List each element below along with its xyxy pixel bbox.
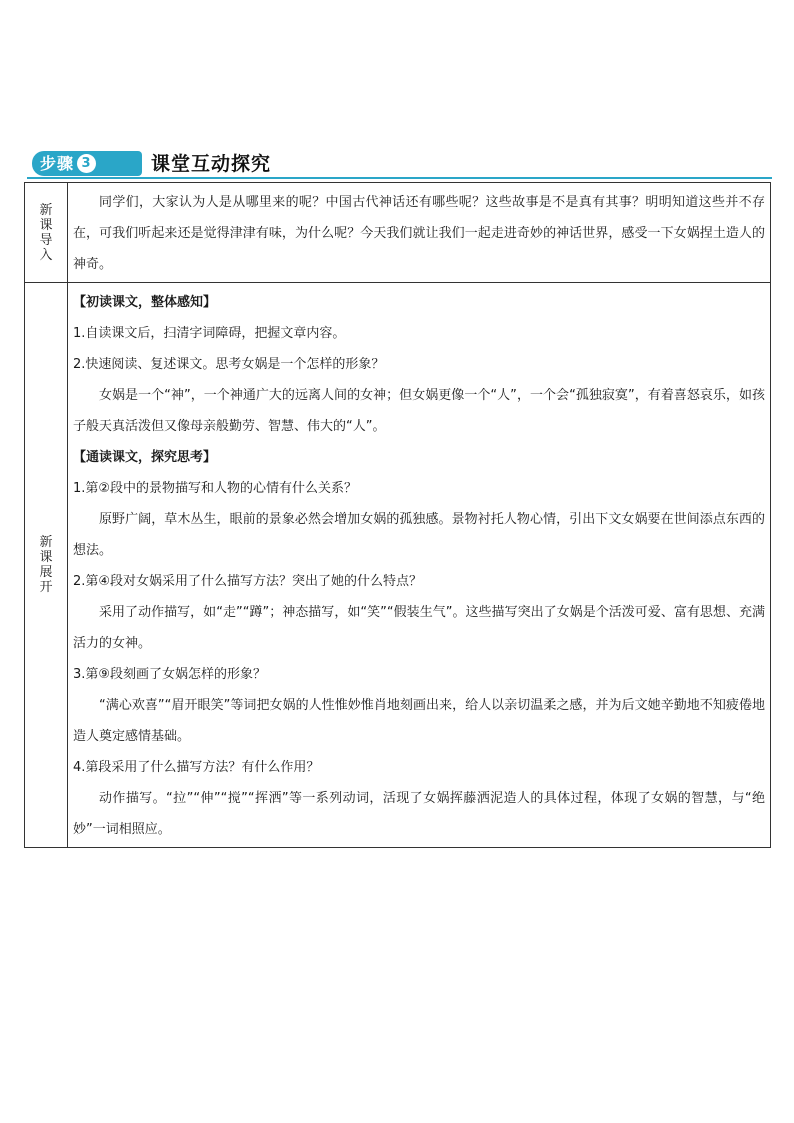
answer-item: 原野广阔，草木丛生，眼前的景象必然会增加女娲的孤独感。景物衬托人物心情，引出下文女娲要在世间添点东西的想法。 [73, 512, 765, 558]
question-item: 2.第④段对女娲采用了什么描写方法？突出了她的什么特点？ [73, 574, 423, 589]
section-content-development [68, 283, 771, 848]
question-item: 4.第段采用了什么描写方法？有什么作用？ [73, 760, 320, 775]
step-badge-label: 步骤 [40, 154, 75, 173]
section-row-development [25, 283, 771, 848]
step-divider [27, 177, 772, 179]
question-item: 1.自读课文后，扫清字词障碍，把握文章内容。 [73, 326, 346, 341]
section-label-development: 新课展开 [39, 535, 53, 595]
subheading-first-reading: 【初读课文，整体感知】 [73, 295, 217, 310]
answer-item: 采用了动作描写，如“走”“蹲”；神态描写，如“笑”“假装生气”。这些描写突出了女娲是个活泼可爱、富有思想、充满活力的女神。 [73, 605, 765, 651]
question-item: 2.快速阅读、复述课文。思考女娲是一个怎样的形象？ [73, 357, 385, 372]
answer-item: 动作描写。“拉”“伸”“搅”“挥洒”等一系列动词，活现了女娲挥藤洒泥造人的具体过程，体现了女娲的智慧，与“绝妙”一词相照应。 [73, 791, 765, 837]
lesson-table [24, 182, 771, 848]
step-badge [32, 151, 142, 176]
section-label-cell [25, 183, 68, 283]
section-label-intro: 新课导入 [39, 202, 53, 263]
section-label-cell [25, 283, 68, 848]
question-item: 3.第⑨段刻画了女娲怎样的形象？ [73, 667, 267, 682]
step-title: 课堂互动探究 [151, 153, 272, 175]
step-header [27, 151, 772, 178]
section-content-intro [68, 183, 771, 283]
question-item: 1.第②段中的景物描写和人物的心情有什么关系？ [73, 481, 358, 496]
intro-paragraph: 同学们，大家认为人是从哪里来的呢？中国古代神话还有哪些呢？这些故事是不是真有其事？明明知道这些并不存在，可我们听起来还是觉得津津有味，为什么呢？今天我们就让我们一起走进奇妙的神话世界，感受一下女娲捏土造人的神奇。 [73, 195, 765, 272]
subheading-close-reading: 【通读课文，探究思考】 [73, 450, 217, 465]
answer-item: 女娲是一个“神”，一个神通广大的远离人间的女神；但女娲更像一个“人”，一个会“孤独寂寞”，有着喜怒哀乐，如孩子般天真活泼但又像母亲般勤劳、智慧、伟大的“人”。 [73, 388, 765, 434]
step-number-icon: 3 [77, 154, 96, 173]
section-row-intro [25, 183, 771, 283]
answer-item: “满心欢喜”“眉开眼笑”等词把女娲的人性惟妙惟肖地刻画出来，给人以亲切温柔之感，并为后文她辛勤地不知疲倦地造人奠定感情基础。 [73, 698, 765, 744]
